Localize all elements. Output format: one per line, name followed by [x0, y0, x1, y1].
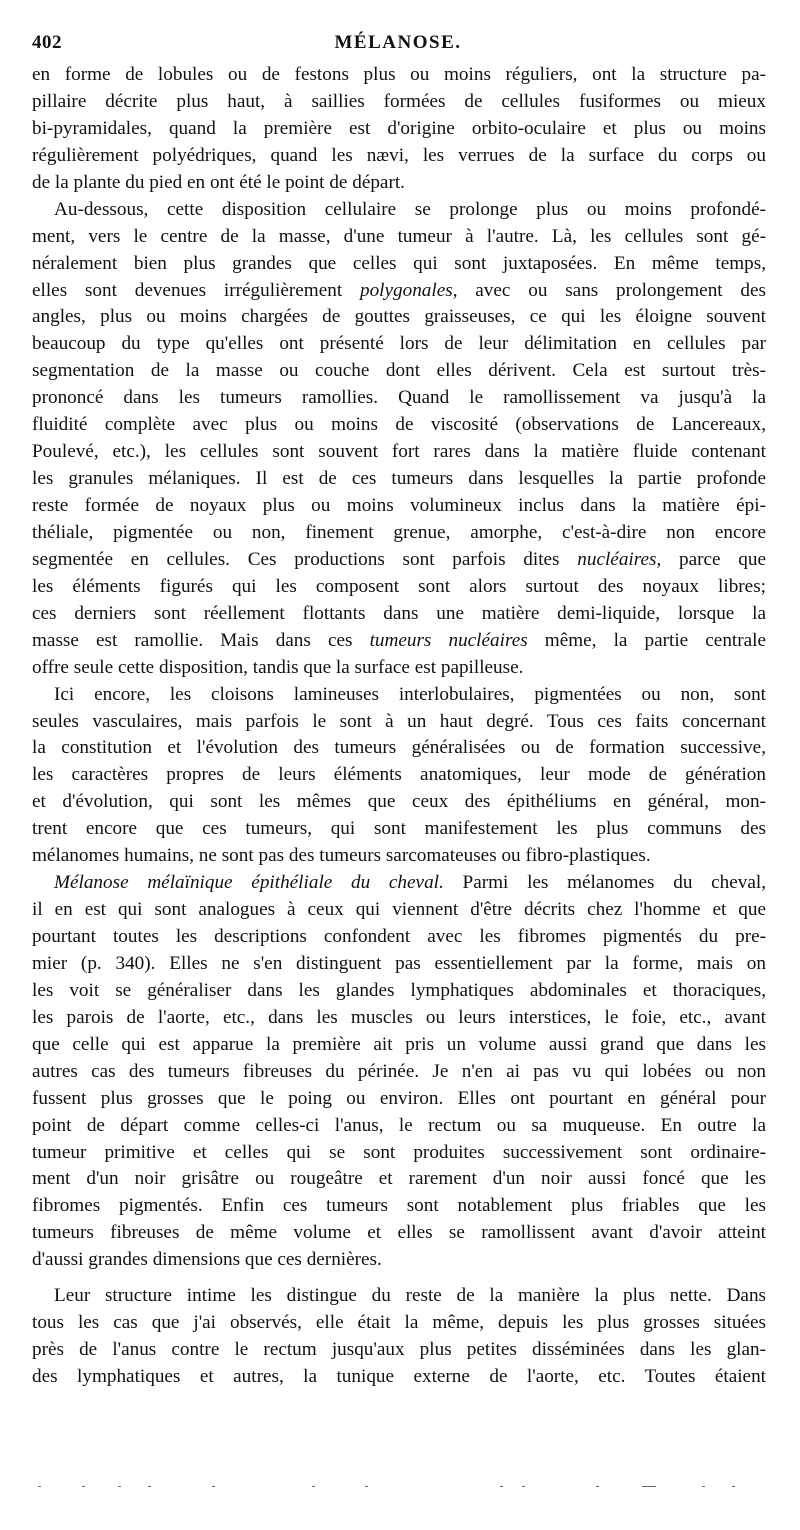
text-line: et d'évolution, qui sont les mêmes que ceux des épithéliums en général, mon- [32, 791, 766, 813]
text-line: fluidité complète avec plus ou moins de viscosité (observations de Lancereaux, [32, 414, 766, 436]
text-line: mier (p. 340). Elles ne s'en distinguent pas essentiellement par la forme, mais on [32, 952, 766, 974]
paragraph-3 [32, 682, 766, 871]
text-line: tous les cas que j'ai observés, elle était la même, depuis les plus grosses situées [32, 1312, 766, 1334]
text-run: , parce que [656, 548, 766, 570]
speck [148, 1486, 151, 1487]
text-line: régulièrement polyédriques, quand les nævi, les verrues de la surface du corps ou [32, 144, 766, 166]
text-line: tumeur primitive et celles qui se sont produites successivement sont ordinaire- [32, 1141, 766, 1163]
speck [212, 1486, 215, 1487]
paragraph-2 [32, 197, 766, 682]
page-number: 402 [32, 32, 62, 53]
text-line: point de départ comme celles-ci l'anus, le rectum ou sa muqueuse. En outre la [32, 1114, 766, 1136]
text-line: ment, vers le centre de la masse, d'une tumeur à l'autre. Là, les cellules sont gé- [32, 225, 766, 247]
paragraph-5 [32, 1283, 766, 1391]
text-line: pillaire décrite plus haut, à saillies formées de cellules fusiformes ou mieux [32, 90, 766, 112]
text-line: les éléments figurés qui les composent sont alors surtout des noyaux libres; [32, 575, 766, 597]
text-line: Ici encore, les cloisons lamineuses interlobulaires, pigmentées ou non, sont [54, 683, 766, 705]
speck [596, 1486, 599, 1487]
text-line: de la plante du pied en ont été le point de départ. [32, 171, 405, 193]
text-line: seules vasculaires, mais parfois le sont à un haut degré. Tous ces faits concernant [32, 710, 766, 732]
print-specks [30, 1486, 770, 1500]
running-title: MÉLANOSE. [334, 32, 462, 53]
page-header [32, 28, 764, 58]
text-run: masse est ramollie. Mais dans ces [32, 629, 370, 651]
text-line: fussent plus grosses que le poing ou environ. Elles ont pourtant en général pour [32, 1087, 766, 1109]
text-line: Leur structure intime les distingue du reste de la manière la plus nette. Dans [54, 1285, 766, 1307]
text-line [32, 628, 766, 655]
text-line: segmentation de la masse ou couche dont elles dérivent. Cela est surtout très- [32, 360, 766, 382]
text-line [32, 870, 766, 897]
body-text [32, 62, 766, 1391]
text-line: que celle qui est apparue la première ait pris un volume aussi grand que dans les [32, 1033, 766, 1055]
speck [642, 1486, 656, 1487]
text-run: elles sont devenues irrégulièrement [32, 279, 360, 301]
paragraph-4 [32, 870, 766, 1274]
text-run: , avec ou sans prolongement des [452, 279, 766, 301]
text-line: la constitution et l'évolution des tumeurs généralisées ou de formation successive, [32, 737, 766, 759]
text-line [32, 547, 766, 574]
italic-term: nucléaires [577, 548, 657, 570]
text-line: beaucoup du type qu'elles ont présenté lors de leur délimitation en cellules par [32, 333, 766, 355]
text-run: Parmi les mélanomes du cheval, [443, 872, 766, 894]
speck [702, 1486, 705, 1487]
text-line: il en est qui sont analogues à ceux qui viennent d'être décrits chez l'homme et que [32, 899, 766, 921]
text-line: les granules mélaniques. Il est de ces tumeurs dans lesquelles la partie profonde [32, 468, 766, 490]
text-line: en forme de lobules ou de festons plus ou moins réguliers, ont la structure pa- [32, 64, 766, 85]
text-line: d'aussi grandes dimensions que ces dernières. [32, 1249, 382, 1271]
text-line: théliale, pigmentée ou non, finement grenue, amorphe, c'est-à-dire non encore [32, 521, 766, 543]
speck [732, 1486, 735, 1487]
speck [118, 1486, 121, 1487]
text-line: les parois de l'aorte, etc., dans les muscles ou leurs interstices, le foie, etc., avant [32, 1006, 766, 1028]
section-heading-italic: Mélanose mélaïnique épithéliale du cheval. [54, 872, 444, 894]
text-line: près de l'anus contre le rectum jusqu'aux plus petites disséminées dans les glan- [32, 1339, 766, 1361]
text-line: autres cas des tumeurs fibreuses du périnée. Je n'en ai pas vu qui lobées ou non [32, 1060, 766, 1082]
speck [365, 1486, 368, 1487]
text-run: segmentée en cellules. Ces productions sont parfois dites [32, 548, 578, 570]
text-line: les voit se généraliser dans les glandes lymphatiques abdominales et thoraciques, [32, 979, 766, 1001]
text-line: Au-dessous, cette disposition cellulaire se prolonge plus ou moins profondé- [54, 198, 766, 220]
text-line: des lymphatiques et autres, la tunique externe de l'aorte, etc. Toutes étaient [32, 1366, 766, 1387]
text-line: ces derniers sont réellement flottants dans une matière demi-liquide, lorsque la [32, 602, 766, 624]
speck [312, 1486, 315, 1487]
text-line: pourtant toutes les descriptions confondent avec les fibromes pigmentés du pre- [32, 926, 766, 947]
speck [522, 1486, 525, 1487]
text-line: Poulevé, etc.), les cellules sont souvent fort rares dans la matière fluide contenant [32, 441, 766, 463]
text-line: prononcé dans les tumeurs ramollies. Quand le ramollissement va jusqu'à la [32, 387, 766, 409]
speck [500, 1486, 503, 1487]
text-run: même, la partie centrale [527, 629, 766, 651]
text-line [32, 278, 766, 305]
text-line: offre seule cette disposition, tandis que la surface est papilleuse. [32, 656, 524, 678]
text-line: angles, plus ou moins chargées de gouttes graisseuses, ce qui les éloigne souvent [32, 306, 766, 328]
speck [82, 1486, 85, 1487]
text-line: mélanomes humains, ne sont pas des tumeurs sarcomateuses ou fibro-plastiques. [32, 845, 651, 867]
text-line: tumeurs fibreuses de même volume et elles se ramollissent avant d'avoir atteint [32, 1222, 766, 1244]
paragraph-gap [32, 1274, 766, 1283]
text-line: ment d'un noir grisâtre ou rougeâtre et rarement d'un noir aussi foncé que les [32, 1168, 766, 1190]
text-line: les caractères propres de leurs éléments anatomiques, leur mode de génération [32, 764, 766, 786]
italic-term: tumeurs nucléaires [369, 629, 528, 651]
text-line: bi-pyramidales, quand la première est d'origine orbito-oculaire et plus ou moins [32, 117, 766, 139]
speck [38, 1486, 41, 1487]
paragraph-1 [32, 62, 766, 197]
text-line: reste formée de noyaux plus ou moins volumineux inclus dans la matière épi- [32, 495, 766, 516]
text-line: fibromes pigmentés. Enfin ces tumeurs sont notablement plus friables que les [32, 1195, 766, 1217]
italic-term: polygonales [359, 279, 453, 301]
text-line: trent encore que ces tumeurs, qui sont manifestement les plus communs des [32, 818, 766, 840]
text-line: néralement bien plus grandes que celles qui sont juxtaposées. En même temps, [32, 252, 766, 274]
